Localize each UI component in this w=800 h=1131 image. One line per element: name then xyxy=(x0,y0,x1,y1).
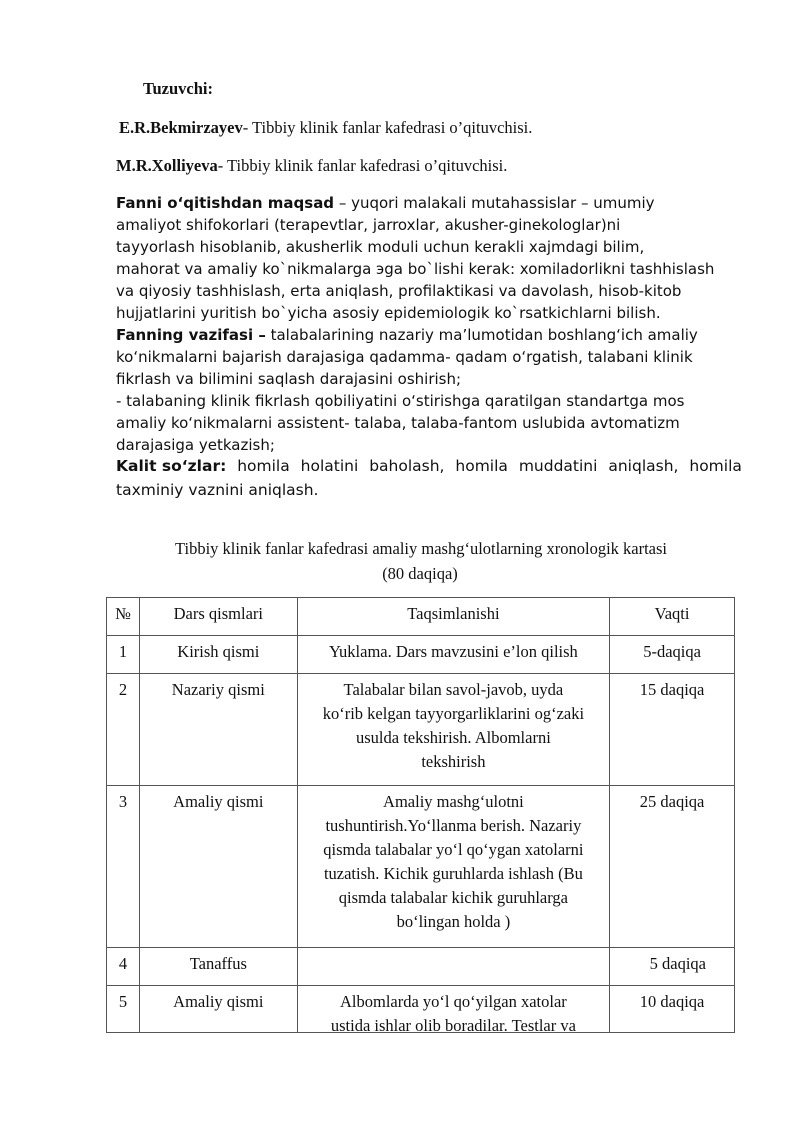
goal-line-6: hujjatlarini yuritish bo`yicha asosiy epidemiologik ko`rsatkichlarni bilish. xyxy=(116,304,661,322)
task-line-4: - talabaning klinik fikrlash qobiliyatini o‘stirishga qaratilgan standartga mos xyxy=(116,392,685,410)
compiler-2 xyxy=(116,155,507,177)
row-time: 25 daqiqa xyxy=(610,786,735,948)
header-number: № xyxy=(107,598,140,636)
row-number: 5 xyxy=(107,986,140,1033)
compiler-2-role: - Tibbiy klinik fanlar kafedrasi o’qituvchisi. xyxy=(217,156,508,175)
table-row xyxy=(107,786,735,948)
table-row xyxy=(107,636,735,674)
row-time: 15 daqiqa xyxy=(610,674,735,786)
table-title-line-2: (80 daqiqa) xyxy=(382,564,458,583)
task-label: Fanning vazifasi – xyxy=(116,326,266,344)
row-time: 5-daqiqa xyxy=(610,636,735,674)
task-line-2: ko‘nikmalarni bajarish darajasiga qadamma- qadam o‘rgatish, talabani klinik xyxy=(116,348,693,366)
row-part: Amaliy qismi xyxy=(139,986,297,1033)
row-number: 1 xyxy=(107,636,140,674)
table-row xyxy=(107,674,735,786)
row-part: Kirish qismi xyxy=(139,636,297,674)
schedule-table xyxy=(106,597,735,1033)
task-line-3: fikrlash va bilimini saqlash darajasini oshirish; xyxy=(116,370,462,388)
goal-line-3: tayyorlash hisoblanib, akusherlik moduli uchun kerakli xajmdagi bilim, xyxy=(116,238,645,256)
task-line-6: darajasiga yetkazish; xyxy=(116,436,275,454)
compiler-2-name: M.R.Xolliyeva xyxy=(116,156,218,175)
row-distribution xyxy=(297,948,609,986)
goal-line-4: mahorat va amaliy ko`nikmalarga эga bo`lishi kerak: xomiladorlikni tashhislash xyxy=(116,260,715,278)
row-part: Amaliy qismi xyxy=(139,786,297,948)
keywords-line-1: Kalit so‘zlar: homila holatini baholash, homila muddatini aniqlash, homila xyxy=(116,457,742,475)
header-distribution: Taqsimlanishi xyxy=(297,598,609,636)
compilers-heading: Tuzuvchi: xyxy=(143,79,213,98)
row-distribution: Albomlarda yo‘l qo‘yilgan xatolar ustida ishlar olib boradilar. Testlar va xyxy=(297,986,609,1033)
header-time: Vaqti xyxy=(610,598,735,636)
row-time: 5 daqiqa xyxy=(610,948,735,986)
task-line-1: Fanning vazifasi – talabalarining nazariy ma’lumotidan boshlang‘ich amaliy xyxy=(116,326,698,344)
keywords-line-2: taxminiy vaznini aniqlash. xyxy=(116,481,319,499)
row-distribution: Yuklama. Dars mavzusini e’lon qilish xyxy=(297,636,609,674)
goal-line-2: amaliyot shifokorlari (terapevtlar, jarroxlar, akusher-ginekologlar)ni xyxy=(116,216,621,234)
table-header-row xyxy=(107,598,735,636)
goal-line-5: va qiyosiy tashhislash, erta aniqlash, profilaktikasi va davolash, hisob-kitob xyxy=(116,282,682,300)
task-line-5: amaliy ko‘nikmalarni assistent- talaba, talaba-fantom uslubida avtomatizm xyxy=(116,414,680,432)
row-part: Nazariy qismi xyxy=(139,674,297,786)
table-row xyxy=(107,948,735,986)
goal-line-1: Fanni o‘qitishdan maqsad – yuqori malakali mutahassislar – umumiy xyxy=(116,194,655,212)
row-distribution: Talabalar bilan savol-javob, uyda ko‘rib kelgan tayyorgarliklarini og‘zaki usulda tekshirish. Albomlarni tekshirish xyxy=(297,674,609,786)
row-part: Tanaffus xyxy=(139,948,297,986)
row-number: 4 xyxy=(107,948,140,986)
goal-label: Fanni o‘qitishdan maqsad xyxy=(116,194,335,212)
row-number: 3 xyxy=(107,786,140,948)
compiler-1-role: - Tibbiy klinik fanlar kafedrasi o’qituvchisi. xyxy=(242,118,533,137)
header-parts: Dars qismlari xyxy=(139,598,297,636)
compiler-1-name: E.R.Bekmirzayev xyxy=(119,118,243,137)
row-number: 2 xyxy=(107,674,140,786)
keywords-label: Kalit so‘zlar: xyxy=(116,457,227,475)
compiler-1 xyxy=(119,117,532,139)
row-distribution: Amaliy mashg‘ulotni tushuntirish.Yo‘llanma berish. Nazariy qismda talabalar yo‘l qo‘ygan xatolarni tuzatish. Kichik guruhlarda ishlash (Bu qismda talabalar kichik guruhlarga bo‘lingan holda ) xyxy=(297,786,609,948)
table-row xyxy=(107,986,735,1033)
row-time: 10 daqiqa xyxy=(610,986,735,1033)
table-title-line-1: Tibbiy klinik fanlar kafedrasi amaliy mashg‘ulotlarning xronologik kartasi xyxy=(175,539,668,558)
